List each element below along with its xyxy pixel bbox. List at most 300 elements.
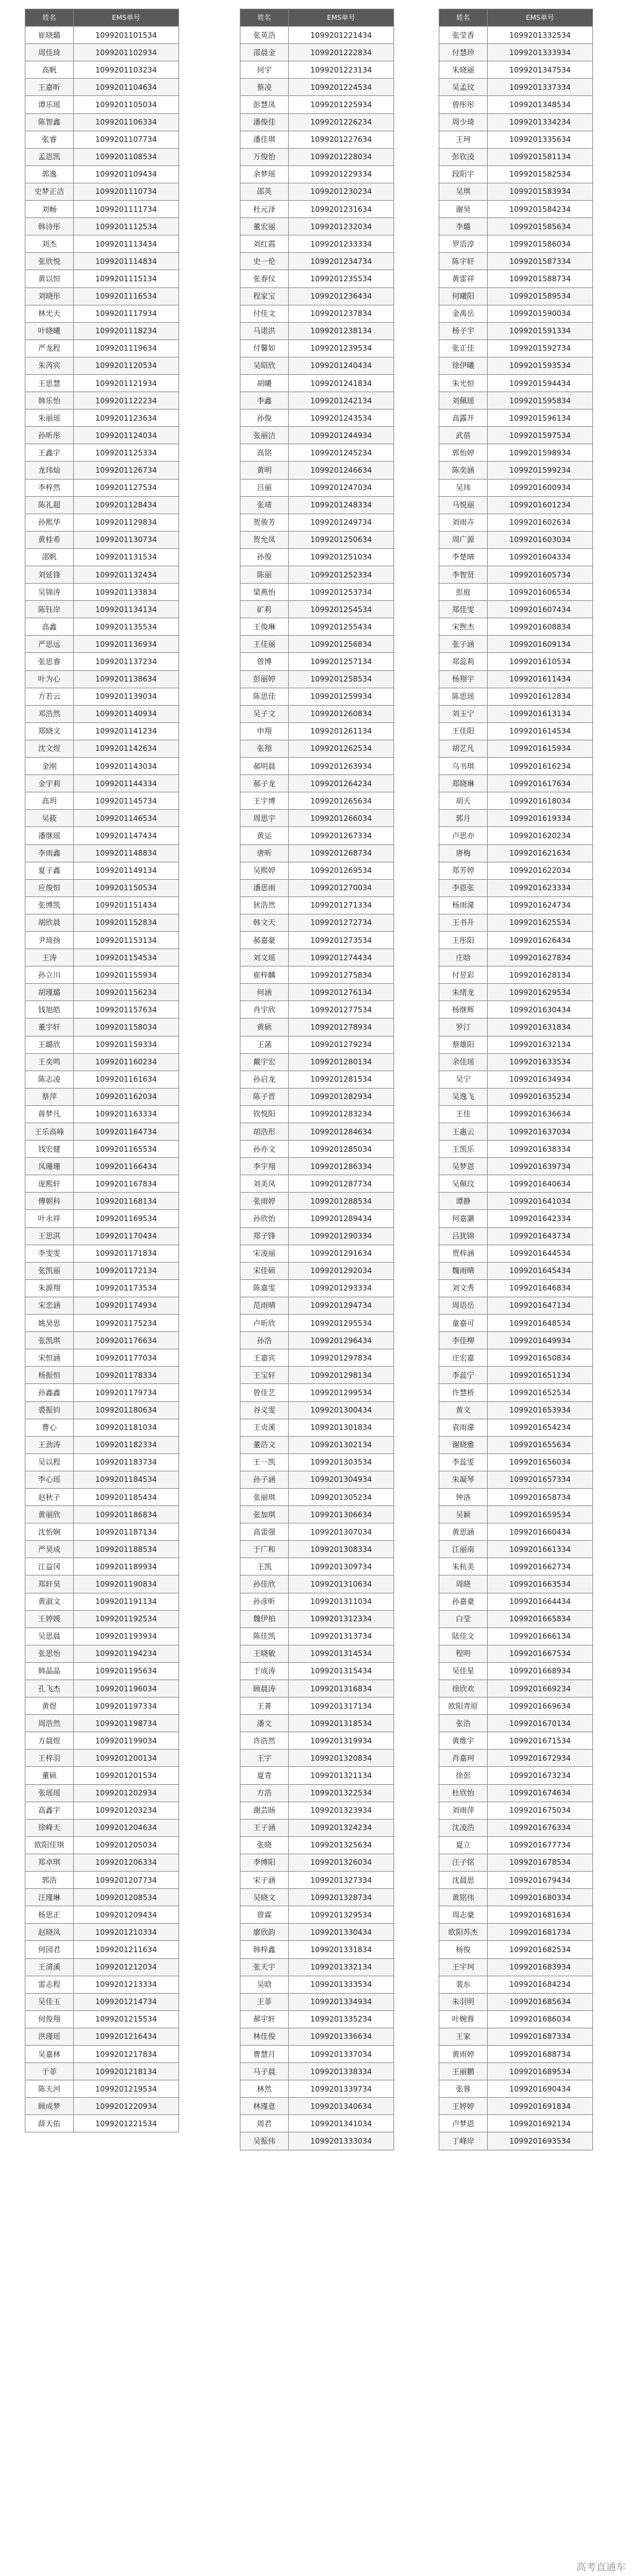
name-cell: 杜欣怡 xyxy=(439,1784,488,1802)
table-row xyxy=(240,2045,394,2062)
ems-number-cell: 1099201594434 xyxy=(488,374,593,392)
name-cell: 李楚晴 xyxy=(439,548,488,566)
table-row xyxy=(240,1019,394,1036)
name-cell: 吴宁 xyxy=(439,1071,488,1088)
ems-number-cell: 1099201595834 xyxy=(488,392,593,410)
name-cell: 何涵 xyxy=(240,984,289,1001)
table-row xyxy=(25,322,179,340)
name-cell: 顾成梦 xyxy=(25,2098,74,2115)
name-cell: 郭怡婷 xyxy=(439,444,488,462)
table-row xyxy=(240,1854,394,1871)
table-row xyxy=(439,514,593,531)
table-row xyxy=(240,287,394,305)
table-row xyxy=(439,1019,593,1036)
ems-number-cell: 1099201214734 xyxy=(74,1993,179,2010)
name-cell: 彭庭 xyxy=(439,584,488,601)
table-row xyxy=(25,27,179,44)
table-row xyxy=(240,1210,394,1227)
ems-number-cell: 1099201194234 xyxy=(74,1645,179,1662)
table-row xyxy=(439,2028,593,2045)
name-cell: 周广源 xyxy=(439,531,488,548)
name-cell: 王丽鹏 xyxy=(439,2063,488,2080)
table-row xyxy=(240,148,394,165)
name-cell: 黄雨婷 xyxy=(439,2045,488,2062)
ems-number-cell: 1099201603034 xyxy=(488,531,593,548)
ems-number-cell: 1099201290334 xyxy=(289,1227,394,1245)
ems-number-cell: 1099201305234 xyxy=(289,1488,394,1505)
ems-number-cell: 1099201338334 xyxy=(289,2063,394,2080)
ems-number-cell: 1099201253734 xyxy=(289,584,394,601)
name-cell: 黄煜 xyxy=(25,1698,74,1715)
name-cell: 罗语淳 xyxy=(439,235,488,253)
table-row xyxy=(240,1889,394,1906)
table-row xyxy=(439,531,593,548)
table-row xyxy=(240,1802,394,1819)
name-cell: 杨俊 xyxy=(439,1941,488,1958)
table-row xyxy=(439,1680,593,1698)
table-row xyxy=(439,688,593,705)
name-cell: 徐伊曦 xyxy=(439,357,488,374)
table-row xyxy=(439,601,593,618)
table-row xyxy=(25,896,179,914)
ems-number-cell: 1099201213334 xyxy=(74,1976,179,1993)
name-cell: 宋子涵 xyxy=(240,1872,289,1889)
name-cell: 谢芸旸 xyxy=(240,1802,289,1819)
ems-number-cell: 1099201208534 xyxy=(74,1889,179,1906)
table-row xyxy=(25,566,179,584)
name-cell: 高鑫宇 xyxy=(25,1802,74,1819)
table-row xyxy=(240,1071,394,1088)
table-row xyxy=(25,705,179,722)
table-row xyxy=(25,1593,179,1610)
name-cell: 王梓羽 xyxy=(25,1750,74,1767)
table-row xyxy=(240,984,394,1001)
table-row xyxy=(25,61,179,79)
table-row xyxy=(439,722,593,740)
name-cell: 张加琪 xyxy=(240,1506,289,1523)
ems-number-cell: 1099201309734 xyxy=(289,1558,394,1575)
ems-number-cell: 1099201217834 xyxy=(74,2045,179,2062)
name-cell: 孙俊 xyxy=(240,410,289,427)
name-cell: 蒋梦凡 xyxy=(25,1105,74,1123)
ems-number-cell: 1099201681734 xyxy=(488,1924,593,1941)
name-cell: 张浩 xyxy=(439,1715,488,1732)
name-cell: 史一伦 xyxy=(240,253,289,270)
table-row xyxy=(439,2080,593,2098)
ems-number-cell: 1099201648534 xyxy=(488,1315,593,1332)
name-cell: 刘延锋 xyxy=(25,566,74,584)
name-cell: 潘佳琪 xyxy=(240,131,289,148)
ems-number-cell: 1099201107734 xyxy=(74,131,179,148)
name-cell: 李雯雯 xyxy=(25,1245,74,1262)
name-cell: 郝宇轩 xyxy=(240,2010,289,2028)
ems-number-cell: 1099201629534 xyxy=(488,984,593,1001)
ems-number-cell: 1099201324234 xyxy=(289,1819,394,1836)
ems-number-cell: 1099201307034 xyxy=(289,1523,394,1541)
name-cell: 张思睿 xyxy=(25,653,74,670)
name-cell: 夏立 xyxy=(439,1836,488,1854)
name-cell: 李鑫 xyxy=(240,392,289,410)
table-row xyxy=(439,548,593,566)
name-cell: 吴昭欣 xyxy=(240,357,289,374)
table-row xyxy=(439,740,593,757)
name-cell: 卢梦恩 xyxy=(439,2115,488,2132)
table-row xyxy=(240,1245,394,1262)
ems-number-cell: 1099201631834 xyxy=(488,1019,593,1036)
name-cell: 张蓉 xyxy=(439,2080,488,2098)
table-row xyxy=(240,810,394,827)
table-row xyxy=(240,183,394,200)
table-row xyxy=(439,1053,593,1071)
name-cell: 吕犹锦 xyxy=(439,1227,488,1245)
ems-number-cell: 1099201197334 xyxy=(74,1698,179,1715)
ems-table-3 xyxy=(439,9,593,2150)
ems-number-cell: 1099201617634 xyxy=(488,775,593,792)
table-row xyxy=(439,1750,593,1767)
name-cell: 黄维宇 xyxy=(439,1732,488,1750)
name-cell: 王思淇 xyxy=(25,1227,74,1245)
table-row xyxy=(240,1750,394,1767)
table-row xyxy=(240,1175,394,1193)
table-row xyxy=(25,1732,179,1750)
name-cell: 韩梓鑫 xyxy=(240,1941,289,1958)
name-cell: 胡欣晨 xyxy=(25,914,74,931)
ems-number-cell: 1099201156234 xyxy=(74,984,179,1001)
ems-number-cell: 1099201302134 xyxy=(289,1436,394,1453)
ems-number-cell: 1099201133834 xyxy=(74,584,179,601)
ems-number-cell: 1099201660434 xyxy=(488,1523,593,1541)
ems-number-cell: 1099201334234 xyxy=(488,113,593,131)
table-row xyxy=(240,1976,394,1993)
ems-number-cell: 1099201611434 xyxy=(488,670,593,688)
table-row xyxy=(25,1889,179,1906)
table-row xyxy=(240,2028,394,2045)
table-row xyxy=(25,444,179,462)
name-cell: 郝嘉豪 xyxy=(240,931,289,948)
table-row xyxy=(25,1698,179,1715)
ems-number-cell: 1099201303534 xyxy=(289,1453,394,1471)
ems-number-cell: 1099201651134 xyxy=(488,1367,593,1384)
ems-number-cell: 1099201331834 xyxy=(289,1941,394,1958)
table-row xyxy=(240,1471,394,1488)
name-cell: 胡瑾璐 xyxy=(25,984,74,1001)
ems-number-cell: 1099201306634 xyxy=(289,1506,394,1523)
name-cell: 李雨鑫 xyxy=(25,844,74,862)
ems-number-cell: 1099201218134 xyxy=(74,2063,179,2080)
name-cell: 梁燕怡 xyxy=(240,584,289,601)
table-row xyxy=(439,287,593,305)
name-cell: 汪瑾琳 xyxy=(25,1889,74,1906)
name-cell: 徐欣欢 xyxy=(439,1680,488,1698)
name-cell: 何俊翔 xyxy=(25,2010,74,2028)
table-row xyxy=(439,148,593,165)
name-cell: 欧阳青原 xyxy=(439,1698,488,1715)
name-cell: 江益冈 xyxy=(25,1558,74,1575)
ems-number-cell: 1099201301834 xyxy=(289,1419,394,1436)
ems-number-cell: 1099201125334 xyxy=(74,444,179,462)
ems-number-cell: 1099201163334 xyxy=(74,1105,179,1123)
name-cell: 韩乐怡 xyxy=(25,392,74,410)
ems-number-cell: 1099201320834 xyxy=(289,1750,394,1767)
ems-number-cell: 1099201315434 xyxy=(289,1662,394,1680)
ems-number-cell: 1099201248334 xyxy=(289,496,394,514)
ems-number-cell: 1099201635234 xyxy=(488,1088,593,1105)
ems-number-cell: 1099201639734 xyxy=(488,1158,593,1175)
ems-number-cell: 1099201200134 xyxy=(74,1750,179,1767)
ems-number-cell: 1099201165534 xyxy=(74,1141,179,1158)
ems-number-cell: 1099201255434 xyxy=(289,618,394,636)
ems-number-cell: 1099201657334 xyxy=(488,1471,593,1488)
name-cell: 贺允凤 xyxy=(240,531,289,548)
name-cell: 王宇 xyxy=(240,1750,289,1767)
table-row xyxy=(439,1610,593,1628)
name-cell: 马悦丽 xyxy=(439,496,488,514)
ems-number-cell: 1099201122234 xyxy=(74,392,179,410)
table-row xyxy=(439,896,593,914)
ems-number-cell: 1099201143034 xyxy=(74,758,179,775)
table-row xyxy=(240,462,394,479)
table-row xyxy=(25,1958,179,1976)
ems-number-cell: 1099201296434 xyxy=(289,1332,394,1349)
table-row xyxy=(25,392,179,410)
ems-number-cell: 1099201658734 xyxy=(488,1488,593,1505)
name-cell: 魏雨晴 xyxy=(439,1262,488,1279)
table-row xyxy=(25,1419,179,1436)
name-cell: 朱绪龙 xyxy=(439,984,488,1001)
ems-number-cell: 1099201691834 xyxy=(488,2098,593,2115)
name-column-header: 姓名 xyxy=(25,9,74,27)
ems-number-cell: 1099201679434 xyxy=(488,1872,593,1889)
table-row xyxy=(25,584,179,601)
name-cell: 孙俊 xyxy=(240,548,289,566)
table-row xyxy=(240,1036,394,1053)
name-cell: 汪子铭 xyxy=(439,1854,488,1871)
table-row xyxy=(240,514,394,531)
name-cell: 王乐高峰 xyxy=(25,1123,74,1141)
name-cell: 陈佳凯 xyxy=(240,1628,289,1645)
table-row xyxy=(240,636,394,653)
ems-number-cell: 1099201347534 xyxy=(488,61,593,79)
name-cell: 卢昕欣 xyxy=(240,1315,289,1332)
table-row xyxy=(25,2045,179,2062)
name-cell: 王宇博 xyxy=(240,792,289,810)
ems-number-cell: 1099201201534 xyxy=(74,1767,179,1784)
table-row xyxy=(439,1141,593,1158)
ems-number-cell: 1099201261134 xyxy=(289,722,394,740)
name-cell: 黄淑文 xyxy=(25,1593,74,1610)
ems-number-cell: 1099201142634 xyxy=(74,740,179,757)
table-row xyxy=(240,1819,394,1836)
name-cell: 方若云 xyxy=(25,688,74,705)
ems-number-cell: 1099201668934 xyxy=(488,1662,593,1680)
ems-number-cell: 1099201239534 xyxy=(289,340,394,357)
table-row xyxy=(439,1976,593,1993)
ems-number-cell: 1099201236434 xyxy=(289,287,394,305)
ems-number-cell: 1099201135534 xyxy=(74,618,179,636)
name-cell: 叶为心 xyxy=(25,670,74,688)
table-row xyxy=(25,1297,179,1314)
name-cell: 王嘉宾 xyxy=(240,1349,289,1367)
table-row xyxy=(439,1802,593,1819)
name-cell: 付佳文 xyxy=(240,305,289,322)
table-row xyxy=(439,1332,593,1349)
name-cell: 杨思正 xyxy=(25,1906,74,1924)
table-row xyxy=(240,618,394,636)
name-cell: 陈思瑶 xyxy=(439,688,488,705)
table-row xyxy=(240,2010,394,2028)
ems-number-cell: 1099201322534 xyxy=(289,1784,394,1802)
table-row xyxy=(439,1593,593,1610)
name-cell: 方浩 xyxy=(240,1784,289,1802)
name-cell: 王佳 xyxy=(439,1105,488,1123)
name-cell: 付昱彩 xyxy=(439,966,488,984)
ems-number-cell: 1099201620234 xyxy=(488,827,593,844)
name-cell: 孙浩 xyxy=(240,1332,289,1349)
ems-number-cell: 1099201298134 xyxy=(289,1367,394,1384)
name-cell: 黄明 xyxy=(240,462,289,479)
ems-number-cell: 1099201153134 xyxy=(74,931,179,948)
ems-number-cell: 1099201204634 xyxy=(74,1819,179,1836)
table-row xyxy=(25,722,179,740)
table-row xyxy=(439,1941,593,1958)
ems-number-cell: 1099201188534 xyxy=(74,1541,179,1558)
table-row xyxy=(439,1836,593,1854)
name-cell: 谭乐瑶 xyxy=(25,96,74,113)
ems-number-cell: 1099201647134 xyxy=(488,1297,593,1314)
table-row xyxy=(25,931,179,948)
table-row xyxy=(25,1558,179,1575)
ems-number-cell: 1099201245234 xyxy=(289,444,394,462)
name-cell: 王珂 xyxy=(439,131,488,148)
ems-number-cell: 1099201146534 xyxy=(74,810,179,827)
name-cell: 罗汀 xyxy=(439,1019,488,1036)
ems-number-cell: 1099201333534 xyxy=(289,1976,394,1993)
table-row xyxy=(240,218,394,235)
table-row xyxy=(439,1245,593,1262)
name-cell: 王凯 xyxy=(240,1558,289,1575)
table-row xyxy=(25,758,179,775)
ems-number-cell: 1099201118234 xyxy=(74,322,179,340)
name-cell: 王佳阳 xyxy=(439,722,488,740)
table-row xyxy=(240,1767,394,1784)
name-cell: 吴琪 xyxy=(439,183,488,200)
ems-number-cell: 1099201124034 xyxy=(74,427,179,444)
name-cell: 高鑫 xyxy=(25,618,74,636)
name-cell: 郑卓琪 xyxy=(25,1854,74,1871)
ems-number-cell: 1099201103234 xyxy=(74,61,179,79)
name-cell: 张思怡 xyxy=(25,1645,74,1662)
ems-number-cell: 1099201599234 xyxy=(488,462,593,479)
table-row xyxy=(25,1924,179,1941)
ems-number-cell: 1099201333034 xyxy=(289,2132,394,2150)
ems-number-cell: 1099201585634 xyxy=(488,218,593,235)
table-row xyxy=(439,392,593,410)
name-cell: 应俊恒 xyxy=(25,879,74,896)
table-row xyxy=(240,1105,394,1123)
table-row xyxy=(240,235,394,253)
ems-number-cell: 1099201671534 xyxy=(488,1732,593,1750)
name-cell: 吴佳星 xyxy=(439,1662,488,1680)
name-cell: 李心瑶 xyxy=(25,1471,74,1488)
table-row xyxy=(25,374,179,392)
name-cell: 马子晨 xyxy=(240,2063,289,2080)
ems-number-cell: 1099201615934 xyxy=(488,740,593,757)
ems-number-cell: 1099201693534 xyxy=(488,2132,593,2150)
table-row xyxy=(25,653,179,670)
ems-number-cell: 1099201158034 xyxy=(74,1019,179,1036)
ems-number-cell: 1099201121934 xyxy=(74,374,179,392)
table-row xyxy=(439,1924,593,1941)
ems-number-cell: 1099201313734 xyxy=(289,1628,394,1645)
ems-number-cell: 1099201210334 xyxy=(74,1924,179,1941)
ems-number-cell: 1099201126734 xyxy=(74,462,179,479)
ems-number-cell: 1099201166434 xyxy=(74,1158,179,1175)
table-row xyxy=(439,1541,593,1558)
ems-number-cell: 1099201220934 xyxy=(74,2098,179,2115)
name-cell: 严龙程 xyxy=(25,340,74,357)
name-cell: 李蕊宁 xyxy=(439,1367,488,1384)
table-row xyxy=(439,253,593,270)
name-cell: 王凯乐 xyxy=(439,1141,488,1158)
table-row xyxy=(439,879,593,896)
ems-number-cell: 1099201137234 xyxy=(74,653,179,670)
table-row xyxy=(439,374,593,392)
table-row xyxy=(25,1262,179,1279)
name-cell: 郭逸 xyxy=(25,165,74,183)
ems-number-cell: 1099201669634 xyxy=(488,1698,593,1715)
ems-number-cell: 1099201268734 xyxy=(289,844,394,862)
table-row xyxy=(240,392,394,410)
watermark: 高考直通车 xyxy=(576,2561,626,2573)
name-cell: 丁峰岸 xyxy=(439,2132,488,2150)
name-cell: 叶晓曦 xyxy=(25,322,74,340)
ems-number-cell: 1099201300434 xyxy=(289,1401,394,1419)
ems-number-cell: 1099201230234 xyxy=(289,183,394,200)
name-cell: 孙彦昕 xyxy=(240,1593,289,1610)
ems-number-cell: 1099201626434 xyxy=(488,931,593,948)
name-cell: 严昊成 xyxy=(25,1541,74,1558)
ems-number-cell: 1099201609134 xyxy=(488,636,593,653)
name-cell: 程明 xyxy=(439,1645,488,1662)
ems-number-cell: 1099201340634 xyxy=(289,2098,394,2115)
name-cell: 张丽洁 xyxy=(240,427,289,444)
ems-number-cell: 1099201586034 xyxy=(488,235,593,253)
name-cell: 李博阳 xyxy=(240,1854,289,1871)
table-row xyxy=(25,1941,179,1958)
ems-number-cell: 1099201650834 xyxy=(488,1349,593,1367)
ems-number-cell: 1099201641034 xyxy=(488,1193,593,1210)
table-row xyxy=(25,2115,179,2132)
name-cell: 周语岳 xyxy=(439,1297,488,1314)
ems-number-cell: 1099201288534 xyxy=(289,1193,394,1210)
name-cell: 贺骏芳 xyxy=(240,514,289,531)
table-row xyxy=(25,914,179,931)
name-cell: 张丽琪 xyxy=(240,1488,289,1505)
ems-number-cell: 1099201348534 xyxy=(488,96,593,113)
table-row xyxy=(439,1210,593,1227)
ems-number-cell: 1099201209434 xyxy=(74,1906,179,1924)
table-row xyxy=(240,862,394,879)
name-cell: 刘美凤 xyxy=(240,1175,289,1193)
table-row xyxy=(25,1488,179,1505)
ems-number-cell: 1099201198734 xyxy=(74,1715,179,1732)
name-cell: 刘文瑶 xyxy=(240,949,289,966)
table-row xyxy=(25,1767,179,1784)
name-cell: 马诺洪 xyxy=(240,322,289,340)
name-cell: 童嘉可 xyxy=(439,1315,488,1332)
table-row xyxy=(240,444,394,462)
table-row xyxy=(439,340,593,357)
